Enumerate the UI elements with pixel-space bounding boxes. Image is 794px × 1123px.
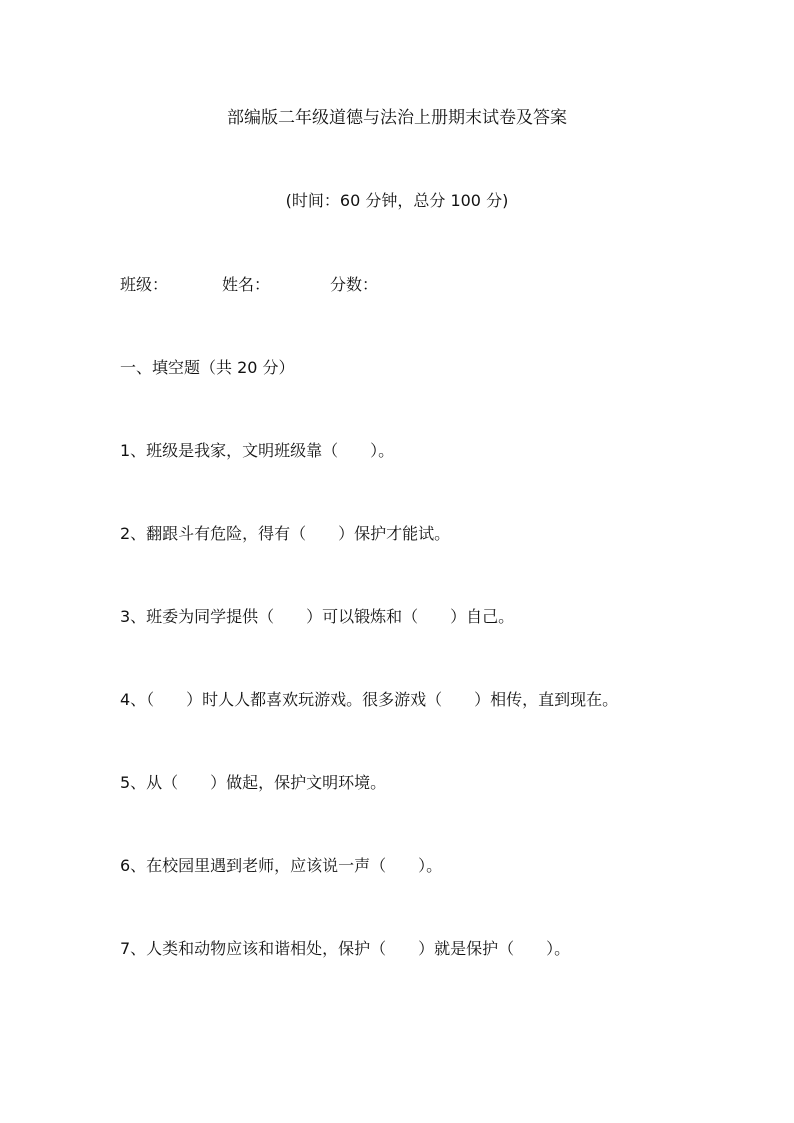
score-label: 分数： — [330, 275, 379, 294]
question-1: 1、班级是我家，文明班级靠（ ）。 — [120, 441, 395, 460]
name-label: 姓名： — [222, 275, 271, 294]
question-2: 2、翻跟斗有危险，得有（ ）保护才能试。 — [120, 524, 451, 543]
section-heading: 一、填空题（共 20 分） — [120, 358, 295, 377]
question-5: 5、从（ ）做起，保护文明环境。 — [120, 773, 387, 792]
exam-time-and-score: (时间：60 分钟，总分 100 分) — [285, 191, 509, 210]
class-label: 班级： — [120, 275, 169, 294]
question-4: 4、（ ）时人人都喜欢玩游戏。很多游戏（ ）相传，直到现在。 — [120, 690, 619, 709]
question-7: 7、人类和动物应该和谐相处，保护（ ）就是保护（ ）。 — [120, 939, 571, 958]
question-3: 3、班委为同学提供（ ）可以锻炼和（ ）自己。 — [120, 607, 515, 626]
document-title: 部编版二年级道德与法治上册期末试卷及答案 — [227, 108, 567, 128]
question-6: 6、在校园里遇到老师，应该说一声（ ）。 — [120, 856, 443, 875]
